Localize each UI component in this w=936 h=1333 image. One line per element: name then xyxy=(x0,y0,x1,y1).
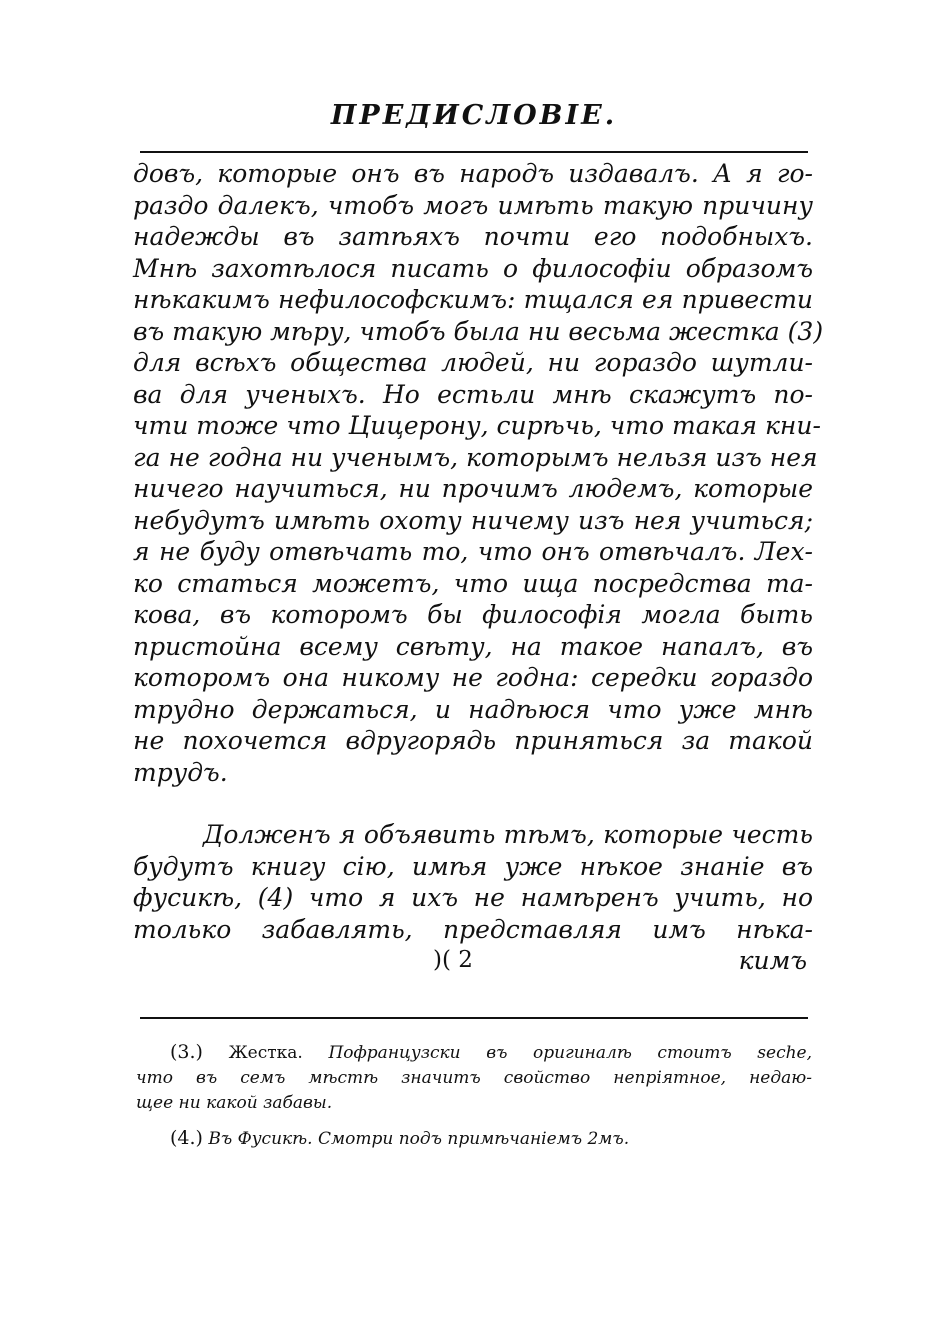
paragraph-gap xyxy=(133,788,813,819)
text-line: кова, въ которомъ бы философiя могла быть xyxy=(133,600,813,629)
text-line: небудутъ имѣть охоту ничему изъ нея учиться; xyxy=(133,505,813,535)
text-line: фусикѣ, (4) что я ихъ не намѣренъ учить, но xyxy=(133,883,813,912)
running-head: ПРЕДИСЛОВIЕ. xyxy=(330,100,618,131)
footnote-line: что въ семъ мѣстѣ значитъ свойство непрiятное, недаю- xyxy=(136,1068,812,1088)
header-rule xyxy=(140,151,808,153)
footnote-rule xyxy=(140,1017,808,1019)
text-line: трудно держаться, и надѣюся что уже мнѣ xyxy=(133,694,813,724)
footnote-text: Смотри подъ примѣчанiемъ 2мъ. xyxy=(318,1129,630,1149)
text-line: чти тоже что Цицерону, сирѣчь, что такая кни- xyxy=(133,411,821,440)
footnote-line xyxy=(136,1040,812,1066)
footnote-text: Пофранцузски въ оригиналѣ стоитъ seche, xyxy=(328,1043,813,1063)
text-line: ко статься можетъ, что ища посредства та- xyxy=(133,568,813,598)
text-line: раздо далекъ, чтобъ могъ имѣть такую причину xyxy=(133,190,813,220)
text-line: пристойна всему свѣту, на такое напалъ, въ xyxy=(133,631,813,661)
text-line: ничего научиться, ни прочимъ людемъ, которые xyxy=(133,474,813,503)
text-line: надежды въ затѣяхъ почти его подобныхъ. xyxy=(133,222,813,251)
footnote-3 xyxy=(136,1040,812,1116)
signature-row xyxy=(133,945,813,979)
text-line: будутъ книгу сiю, имѣя уже нѣкое знанiе въ xyxy=(133,851,813,881)
text-line: ва для ученыхъ. Но естьли мнѣ скажутъ по- xyxy=(133,379,813,409)
footnote-4 xyxy=(136,1126,812,1152)
body-text xyxy=(133,158,824,979)
text-line: только забавлять, представляя имъ нѣка- xyxy=(133,914,813,944)
footnote-lemma: Жестка. xyxy=(228,1043,303,1063)
paragraph-1 xyxy=(133,158,824,788)
paragraph-2 xyxy=(133,819,813,945)
footnote-lemma: Въ Фусикѣ. xyxy=(208,1129,313,1149)
footnote-gap xyxy=(136,1116,812,1126)
catchword: кимъ xyxy=(738,946,807,975)
text-line: довъ, которые онъ въ народъ издавалъ. А я го- xyxy=(133,159,813,188)
footnote-marker: (3.) xyxy=(170,1041,203,1063)
footnote-line xyxy=(136,1126,812,1152)
text-line: въ такую мѣру, чтобъ была ни весьма жестка (3) xyxy=(133,316,824,346)
text-line: нѣкакимъ нефилософскимъ: тщался ея привести xyxy=(133,285,813,314)
text-line: га не годна ни ученымъ, которымъ нельзя изъ нея xyxy=(133,442,818,472)
signature-mark: )( 2 xyxy=(433,947,473,973)
text-line: я не буду отвѣчать то, что онъ отвѣчалъ. Лех- xyxy=(133,537,813,566)
text-line: для всѣхъ общества людей, ни гораздо шутли- xyxy=(133,348,813,377)
footnote-line: щее ни какой забавы. xyxy=(136,1093,333,1113)
text-line: Долженъ я объявить тѣмъ, которые честь xyxy=(203,820,813,849)
footnotes xyxy=(136,1040,812,1152)
text-line: не похочется вдругорядь приняться за такой xyxy=(133,726,813,755)
text-line: трудъ. xyxy=(133,757,228,787)
text-line: которомъ она никому не годна: середки гораздо xyxy=(133,663,813,692)
text-line: Мнѣ захотѣлося писать о философiи образомъ xyxy=(133,253,813,283)
footnote-marker: (4.) xyxy=(170,1127,203,1149)
